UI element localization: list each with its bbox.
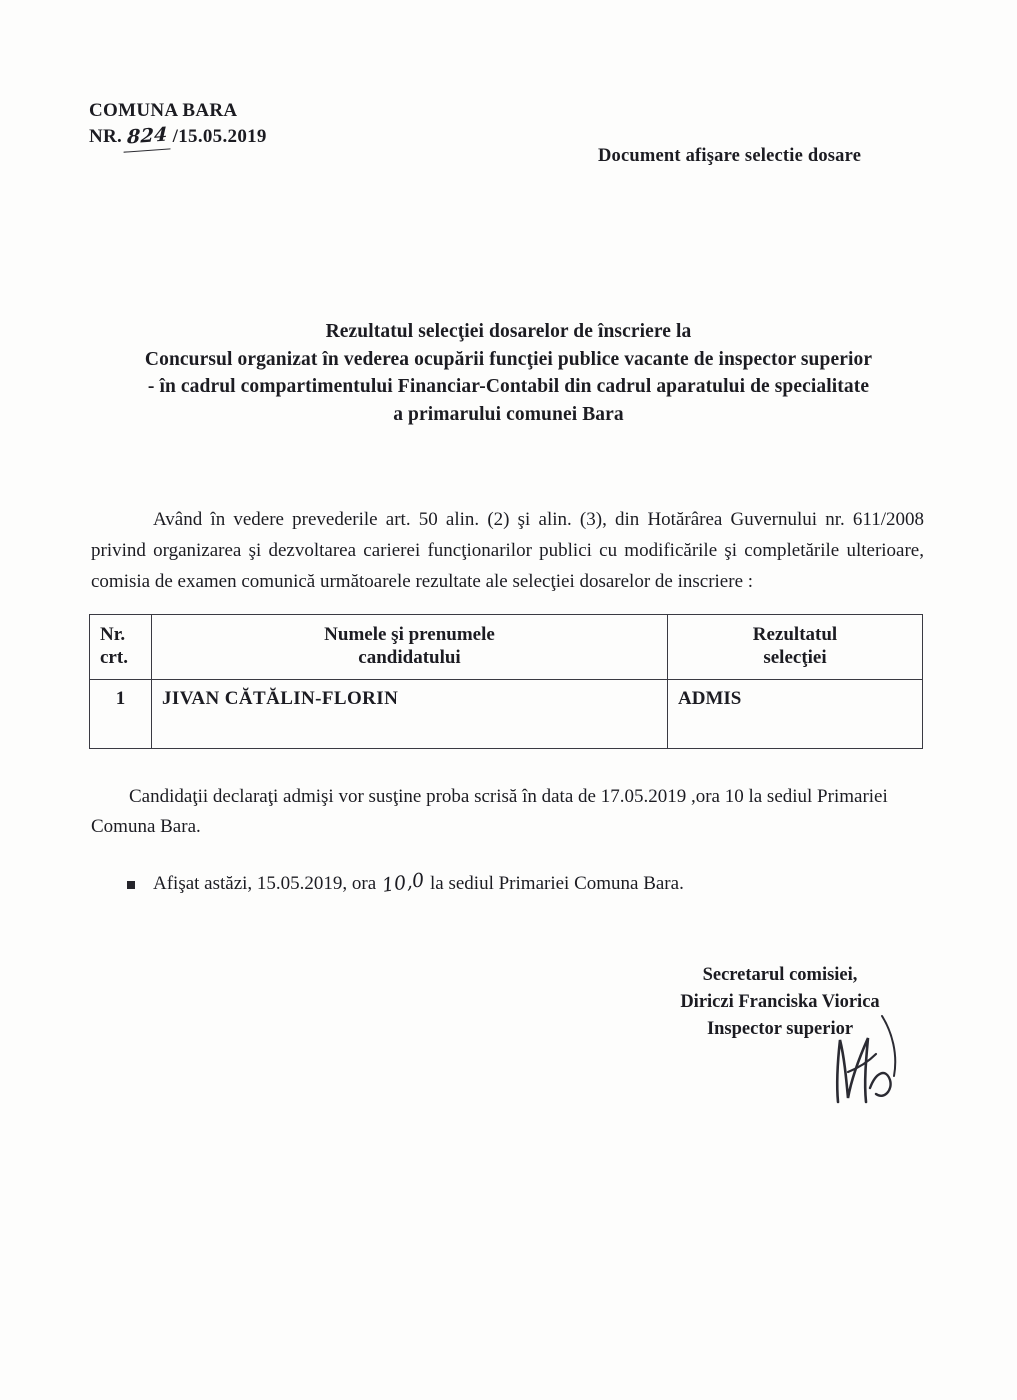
signature-block bbox=[620, 962, 940, 1042]
signature-role-title: Secretarul comisiei, bbox=[702, 965, 858, 985]
column-header-result bbox=[668, 615, 923, 680]
row-candidate-name: JIVAN CĂTĂLIN-FLORIN bbox=[152, 680, 668, 749]
exam-info-paragraph bbox=[91, 782, 929, 843]
document-number-line bbox=[89, 124, 267, 151]
signature-position: Inspector superior bbox=[706, 1018, 854, 1039]
row-index: 1 bbox=[90, 680, 152, 749]
title-line-3: - în cadrul compartimentului Financiar-Contabil din cadrul aparatului de specialitate bbox=[147, 376, 870, 398]
title-line-2: Concursul organizat în vederea ocupării funcţiei publice vacante de inspector superior bbox=[144, 348, 873, 370]
document-type-label: Document afişare selectie dosare bbox=[598, 146, 862, 166]
posting-hour-handwritten: 10,0 bbox=[380, 869, 426, 897]
intro-paragraph bbox=[91, 505, 924, 597]
institution-name: COMUNA BARA bbox=[89, 100, 238, 121]
title-line-4: a primarului comunei Bara bbox=[393, 404, 624, 426]
table-row bbox=[90, 680, 923, 749]
nr-label: NR. bbox=[89, 125, 123, 147]
title-line-1: Rezultatul selecţiei dosarelor de înscriere la bbox=[325, 321, 692, 342]
column-header-name-line1: Numele şi prenumele bbox=[324, 624, 495, 645]
posting-notice bbox=[127, 869, 927, 897]
column-header-result-line2: selecţiei bbox=[763, 647, 827, 669]
bullet-square-icon bbox=[127, 881, 135, 889]
nr-handwritten-value: 824 bbox=[124, 122, 171, 152]
results-table bbox=[89, 614, 923, 749]
column-header-result-line1: Rezultatul bbox=[752, 624, 838, 645]
row-result-status: ADMIS bbox=[668, 680, 923, 749]
column-header-index-line2: crt. bbox=[100, 647, 128, 669]
signature-name: Diriczi Franciska Viorica bbox=[680, 991, 880, 1012]
column-header-name-line2: candidatului bbox=[358, 647, 461, 669]
exam-info-text: Candidaţii declaraţi admişi vor susţine proba scrisă în data de 17.05.2019 ,ora 10 la sediul Primariei Comuna Bara. bbox=[91, 786, 888, 838]
document-title bbox=[0, 318, 1017, 429]
column-header-index bbox=[90, 615, 152, 680]
posting-text-after: la sediul Primariei Comuna Bara. bbox=[430, 873, 684, 894]
posting-text-before: Afişat astăzi, 15.05.2019, ora bbox=[153, 873, 377, 894]
column-header-index-line1: Nr. bbox=[100, 624, 126, 645]
nr-date: /15.05.2019 bbox=[172, 125, 267, 147]
column-header-name bbox=[152, 615, 668, 680]
intro-text: Având în vedere prevederile art. 50 alin. (2) şi alin. (3), din Hotărârea Guvernului nr. 611/2008 privind organizarea şi dezvoltarea carierei funcţionarilor publici cu modificările şi completările ulterioare, comisia de examen comunică următoarele rezultate ale selecţiei dosarelor de inscriere : bbox=[91, 509, 924, 592]
table-header-row bbox=[90, 615, 923, 680]
posting-notice-text bbox=[153, 869, 684, 897]
document-header bbox=[89, 98, 267, 150]
